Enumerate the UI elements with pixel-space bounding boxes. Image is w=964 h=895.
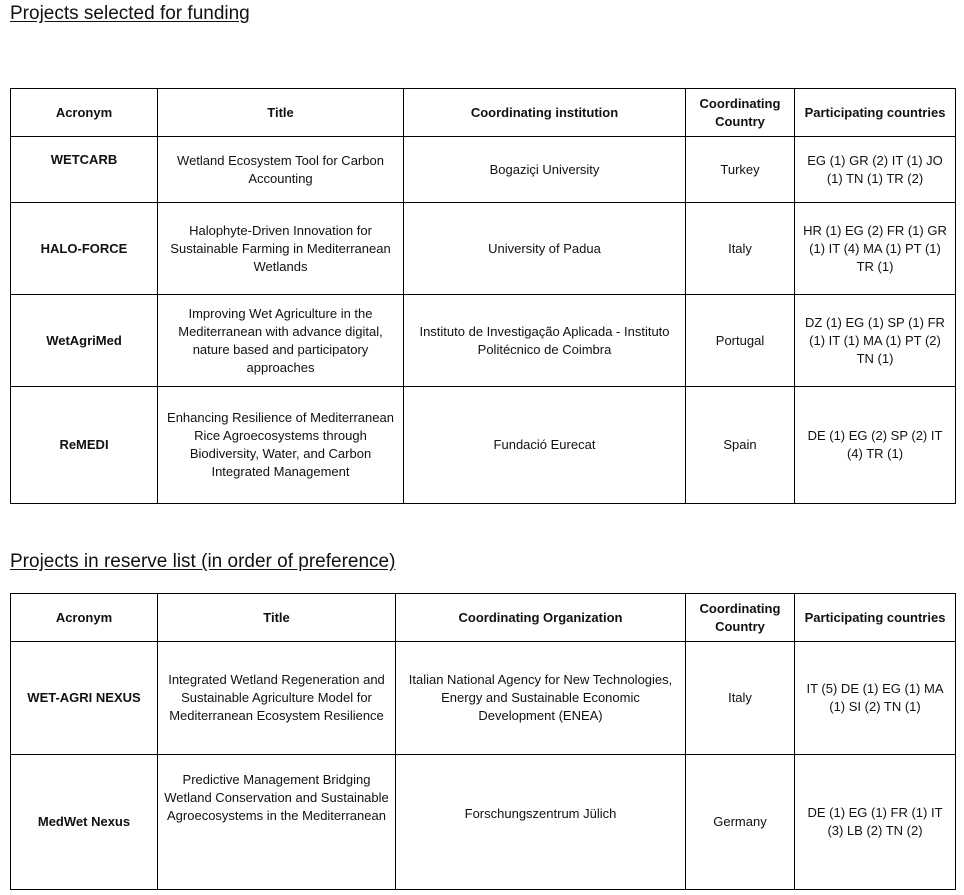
- table-row: [11, 203, 956, 295]
- table-row: [11, 642, 956, 755]
- cell-participants: DE (1) EG (1) FR (1) IT (3) LB (2) TN (2): [795, 755, 956, 890]
- table-row: [11, 137, 956, 203]
- cell-country: Turkey: [686, 137, 795, 203]
- cell-acronym: ReMEDI: [11, 387, 158, 504]
- col-header-institution: Coordinating institution: [404, 89, 686, 137]
- cell-participants: DZ (1) EG (1) SP (1) FR (1) IT (1) MA (1) PT (2) TN (1): [795, 295, 956, 387]
- cell-participants: DE (1) EG (2) SP (2) IT (4) TR (1): [795, 387, 956, 504]
- cell-institution: Bogaziçi University: [404, 137, 686, 203]
- col-header-participants: Participating countries: [795, 594, 956, 642]
- cell-institution: Italian National Agency for New Technologies, Energy and Sustainable Economic Development (ENEA): [396, 642, 686, 755]
- cell-participants: HR (1) EG (2) FR (1) GR (1) IT (4) MA (1) PT (1) TR (1): [795, 203, 956, 295]
- table-header-row: [11, 89, 956, 137]
- cell-participants: IT (5) DE (1) EG (1) MA (1) SI (2) TN (1): [795, 642, 956, 755]
- cell-acronym: WET-AGRI NEXUS: [11, 642, 158, 755]
- col-header-acronym: Acronym: [11, 594, 158, 642]
- selected-projects-heading: Projects selected for funding: [10, 3, 250, 24]
- selected-projects-table: [10, 88, 956, 504]
- table-row: [11, 387, 956, 504]
- cell-title: Improving Wet Agriculture in the Mediterranean with advance digital, nature based and participatory approaches: [158, 295, 404, 387]
- cell-title: Enhancing Resilience of Mediterranean Rice Agroecosystems through Biodiversity, Water, and Carbon Integrated Management: [158, 387, 404, 504]
- cell-country: Germany: [686, 755, 795, 890]
- table-row: [11, 295, 956, 387]
- cell-title: Integrated Wetland Regeneration and Sustainable Agriculture Model for Mediterranean Ecosystem Resilience: [158, 642, 396, 755]
- cell-country: Italy: [686, 203, 795, 295]
- cell-acronym: HALO-FORCE: [11, 203, 158, 295]
- table-header-row: [11, 594, 956, 642]
- cell-country: Portugal: [686, 295, 795, 387]
- cell-title: Halophyte-Driven Innovation for Sustainable Farming in Mediterranean Wetlands: [158, 203, 404, 295]
- col-header-country: Coordinating Country: [686, 89, 795, 137]
- col-header-participants: Participating countries: [795, 89, 956, 137]
- cell-acronym: MedWet Nexus: [11, 755, 158, 890]
- col-header-title: Title: [158, 89, 404, 137]
- cell-participants: EG (1) GR (2) IT (1) JO (1) TN (1) TR (2): [795, 137, 956, 203]
- col-header-title: Title: [158, 594, 396, 642]
- cell-institution: Instituto de Investigação Aplicada - Instituto Politécnico de Coimbra: [404, 295, 686, 387]
- reserve-projects-heading: Projects in reserve list (in order of preference): [10, 551, 396, 572]
- cell-acronym: WetAgriMed: [11, 295, 158, 387]
- cell-institution: University of Padua: [404, 203, 686, 295]
- col-header-country: Coordinating Country: [686, 594, 795, 642]
- table-row: [11, 755, 956, 890]
- col-header-acronym: Acronym: [11, 89, 158, 137]
- cell-acronym: WETCARB: [11, 137, 158, 203]
- cell-title: Wetland Ecosystem Tool for Carbon Accounting: [158, 137, 404, 203]
- col-header-institution: Coordinating Organization: [396, 594, 686, 642]
- reserve-projects-table: [10, 593, 956, 890]
- cell-country: Spain: [686, 387, 795, 504]
- cell-country: Italy: [686, 642, 795, 755]
- cell-title: Predictive Management Bridging Wetland Conservation and Sustainable Agroecosystems in the Mediterranean: [158, 755, 396, 890]
- cell-institution: Forschungszentrum Jülich: [396, 755, 686, 890]
- cell-institution: Fundació Eurecat: [404, 387, 686, 504]
